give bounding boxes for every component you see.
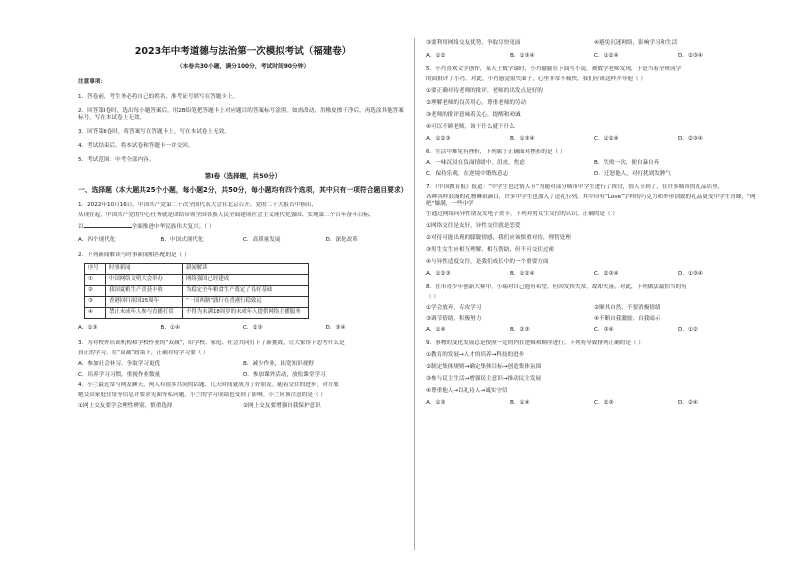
option-c: C．②③ xyxy=(594,399,614,406)
statement-1: ①网络交往是友好，异性交往就是恋爱 xyxy=(426,222,521,229)
option-b: B．失败一次，便自暴自弃 xyxy=(594,159,660,166)
statement-4: ④避免沉迷网络，影响学习和生活 xyxy=(594,40,678,46)
option-a: A．①③ xyxy=(78,324,98,331)
option-b: B．①④ xyxy=(160,324,180,331)
question-stem: 9．事物的变化发展总是按照一定的内在逻辑和顺序进行。下列将导致排列正确的是（ ） xyxy=(426,339,644,346)
statement-2: ②对待可能出现的朦胧情感，我们应该慎重对待，理智处理 xyxy=(426,234,571,241)
question-stem: 2．下列新闻解读与时事新闻相匹配的是（ ） xyxy=(78,251,190,258)
table-cell: ③ xyxy=(85,296,106,307)
question-stem: 4．小兰最近常与网友聊天，两人有很多共同的话题，几天时间就成为了好朋友。随着交往的进步，对方要 xyxy=(78,382,339,389)
question-stem: 7．《中国教育报》报道：“中学生也过情人节”为题对部分城市中学生进行了探讨，情人节到了，在许多城市的礼品店里， xyxy=(426,183,724,190)
statement-3: ③老师的批评意味着关心，提醒和劝诫 xyxy=(426,111,521,118)
option-d: D．②④ xyxy=(678,399,698,406)
statement-1: ①学会放弃，专攻学习 xyxy=(426,304,482,311)
table-cell: 网络强国已经建成 xyxy=(183,274,309,285)
table-cell: ④ xyxy=(85,307,106,318)
question-4 xyxy=(78,382,408,410)
note-item: 2．回答第Ⅰ卷时，选出每小题答案后，用2B铅笔把答题卡上对应题目的答案标号涂黑。如需改动，用橡皮擦干净后，再选涂其他答案标号。写在本试卷上无效。 xyxy=(78,108,404,122)
table-row xyxy=(85,307,309,318)
question-stem: 6．生活中难免有挫折，下列属于正确面对挫折的是（ ） xyxy=(426,148,566,155)
question-5 xyxy=(426,66,762,143)
table-row xyxy=(85,296,309,307)
section-instruction: 一、选择题（本大题共25个小题，每小题2分，共50分，每小题均有四个选项，其中只有一项符合题目要求） xyxy=(78,186,408,195)
question-stem: （ ） xyxy=(426,293,439,300)
option-c: C．保持乐观，在逆境中锻炼意志 xyxy=(426,170,509,177)
question-1 xyxy=(78,202,408,244)
statement-2: ②网上交友要增强自我保护意识 xyxy=(243,403,321,410)
option-b: B．减少作业，拓宽知识视野 xyxy=(243,360,314,367)
option-d: D．②③④ xyxy=(678,52,703,59)
right-column xyxy=(426,40,762,407)
statement-1: ①教育的发展→人才的培养→科技的进步 xyxy=(426,351,525,358)
statement-3: ③要利用网络交友优势，争取尽快见面 xyxy=(426,40,521,46)
question-stem: 1．2022年10月16日，中国共产党第二十次全国代表大会在北京召开，党的二十大报告中指出， xyxy=(78,201,318,208)
question-7 xyxy=(426,184,762,278)
statement-4: ④与异性适度交往，是我们成长中的一个重要方面 xyxy=(426,258,549,265)
statement-4: ④可以不顾老师，该干什么就干什么 xyxy=(426,123,515,130)
statement-1: ①网上交友要学会理性辨别，慎重选择 xyxy=(78,403,173,410)
table-cell: ② xyxy=(85,285,106,296)
option-d: D．迁怒他人，对打扰到发脾气 xyxy=(594,170,672,177)
note-item: 4．考试结束后，将本试卷和答题卡一并交回。 xyxy=(78,143,194,150)
table-cell: 为稳定全年粮食生产奠定了良好基础 xyxy=(183,285,309,296)
statement-4: ④尊重他人→以礼待人→诚实守信 xyxy=(426,387,508,394)
question-stem: 各种各样浪漫的礼物琳琅满目，许多中学生也加入了送礼行列，其中印有“Love”字样的巧克力和外形别致的礼品更受中学生青睐，“网吧”爆满，一些中学 xyxy=(426,193,756,207)
option-d: D．③④ xyxy=(325,324,346,331)
option-d: D．参加课外活动，放松课堂学习 xyxy=(243,371,326,378)
statement-2: ②顺其自然，不要消极情绪 xyxy=(594,304,661,311)
note-item: 5．考试范围：中考全部内容。 xyxy=(78,157,155,164)
option-b: B．①④ xyxy=(510,399,530,406)
question-2 xyxy=(78,252,408,332)
statement-3: ③调节情绪，积极努力 xyxy=(426,315,482,322)
table-cell: 我国夏粮生产喜获丰收 xyxy=(106,285,183,296)
option-a: A．①③ xyxy=(426,399,446,406)
table-row xyxy=(85,285,309,296)
note-item: 3．回答第Ⅱ卷时，将答案写在答题卡上。写在本试卷上无效。 xyxy=(78,129,230,136)
table-cell: “一国两制”践行在香港行稳致远 xyxy=(183,296,309,307)
question-stem: 她交出家庭住址等信息并要求见面等私问题，小兰的学习成绩也受到了影响。小兰应该注意的是（ ） xyxy=(78,392,326,399)
option-d: D．②③④ xyxy=(678,135,703,142)
statement-2: ②理解老师的良苦用心，尊重老师的劳动 xyxy=(426,99,527,106)
option-a: A．①②③ xyxy=(426,135,451,142)
answer-blank xyxy=(84,222,132,228)
question-3 xyxy=(78,340,408,379)
option-b: B．①③④ xyxy=(510,135,535,142)
column-divider xyxy=(414,38,415,550)
statement-2: ②制定集体规则→确定集体目标→创造集体氛围 xyxy=(426,363,542,370)
question-stem: 8．在市青少年创新大赛中，小瑞对自己抱有希望，但因发挥失常，故却失落。对此，下列做法最恰当的有 xyxy=(426,283,687,290)
question-9 xyxy=(426,340,762,407)
question-stem: 全面推进中华民族伟大复兴。（ ） xyxy=(131,223,215,230)
table-header: 时事新闻 xyxy=(106,263,183,274)
question-8 xyxy=(426,284,762,334)
statement-3: ③男生女生应相互理解、相互帮助，但不可交往过密 xyxy=(426,246,555,253)
left-column xyxy=(78,40,408,414)
question-6 xyxy=(426,149,762,178)
option-c: C．①②④ xyxy=(594,52,619,59)
exam-title: 2023年中考道德与法治第一次模拟考试（福建卷） xyxy=(134,46,352,57)
notes-heading: 注意事项： xyxy=(78,79,106,86)
option-b: B．中国式现代化 xyxy=(160,236,204,243)
table-row xyxy=(85,274,309,285)
option-b: B．①③④ xyxy=(510,52,535,59)
table-cell: 禁止未成年人参与直播打赏 xyxy=(106,307,183,318)
question-stem: 真正的学习。在“双减”政策下，正确对待学习要（ ） xyxy=(78,349,209,356)
option-c: C．培养学习习惯，重视作业数量 xyxy=(78,371,161,378)
statement-1: ①要正确对待老师的批评，老师的出发点是好的 xyxy=(426,87,543,94)
question-stem: 从现在起，中国共产党的中心任务就是团结带领全国各族人民全面建成社会主义现代化强国、实现第二个百年奋斗目标， xyxy=(78,211,375,218)
option-b: B．①②④ xyxy=(510,270,535,277)
option-a: A．一味沉浸在负面情绪中，沮丧、焦虑 xyxy=(426,159,525,166)
option-a: A．①② xyxy=(426,52,446,59)
table-cell: 中国网络文明大会举办 xyxy=(106,274,183,285)
table-cell: ① xyxy=(85,274,106,285)
option-c: C．②③④ xyxy=(594,270,619,277)
option-c: C．①②④ xyxy=(594,135,619,142)
table-header: 序号 xyxy=(85,263,106,274)
table-cell: 不得为未满18周岁的未成年人提供网络主播服务 xyxy=(183,307,309,318)
question-stem: 以 xyxy=(78,223,84,230)
question-stem: 的面批评了小肖。对此，小肖感觉很失面子，心里非常不痛快，我们应该这样开导他（ ） xyxy=(426,75,646,82)
option-b: B．②③ xyxy=(510,326,530,333)
option-a: A．参加社会补习，争取学习更优 xyxy=(78,360,161,367)
question-stem: 5．小肖喜欢文学创作，某天上数学课时，小肖偷偷在下面写小说，被数学老师发现，于是当着全班同学 xyxy=(426,65,682,72)
section-title: 第Ⅰ卷（选择题，共50分） xyxy=(204,172,282,180)
table-header: 新闻解读 xyxy=(183,263,309,274)
option-d: D．①② xyxy=(678,326,698,333)
statement-3: ③参与民主生活→增强民主意识→推动民主发展 xyxy=(426,375,542,382)
option-a: A．四个现代化 xyxy=(78,236,116,243)
option-a: A．①④ xyxy=(426,326,446,333)
statement-4: ④不断自我激励，自我暗示 xyxy=(594,315,661,322)
question-stem: 3．为对校外培训机构和学校作业的“双减”，给学校、家庭、社会共同打下了新挑战，让大家得下思考什么是 xyxy=(78,339,345,346)
table-cell: 香港回归祖国25周年 xyxy=(106,296,183,307)
option-c: C．②③ xyxy=(243,324,263,331)
option-d: D．①③④ xyxy=(678,270,703,277)
option-c: C．高质量发展 xyxy=(243,236,281,243)
option-d: D．深化改革 xyxy=(325,236,358,243)
exam-subtitle: （本卷共30小题，满分100分，考试时间90分钟） xyxy=(176,63,310,70)
question-stem: 生通过网络向异性朋友发电子贺卡。下列对男女生交往的认识，正确的是（ ） xyxy=(426,210,618,217)
table-header-row xyxy=(85,263,309,274)
note-item: 1．答卷前，考生务必将自己的姓名、准考证号填写在答题卡上。 xyxy=(78,94,239,101)
news-table xyxy=(84,263,309,319)
option-c: C．③④ xyxy=(594,326,614,333)
option-a: A．①②③ xyxy=(426,270,451,277)
